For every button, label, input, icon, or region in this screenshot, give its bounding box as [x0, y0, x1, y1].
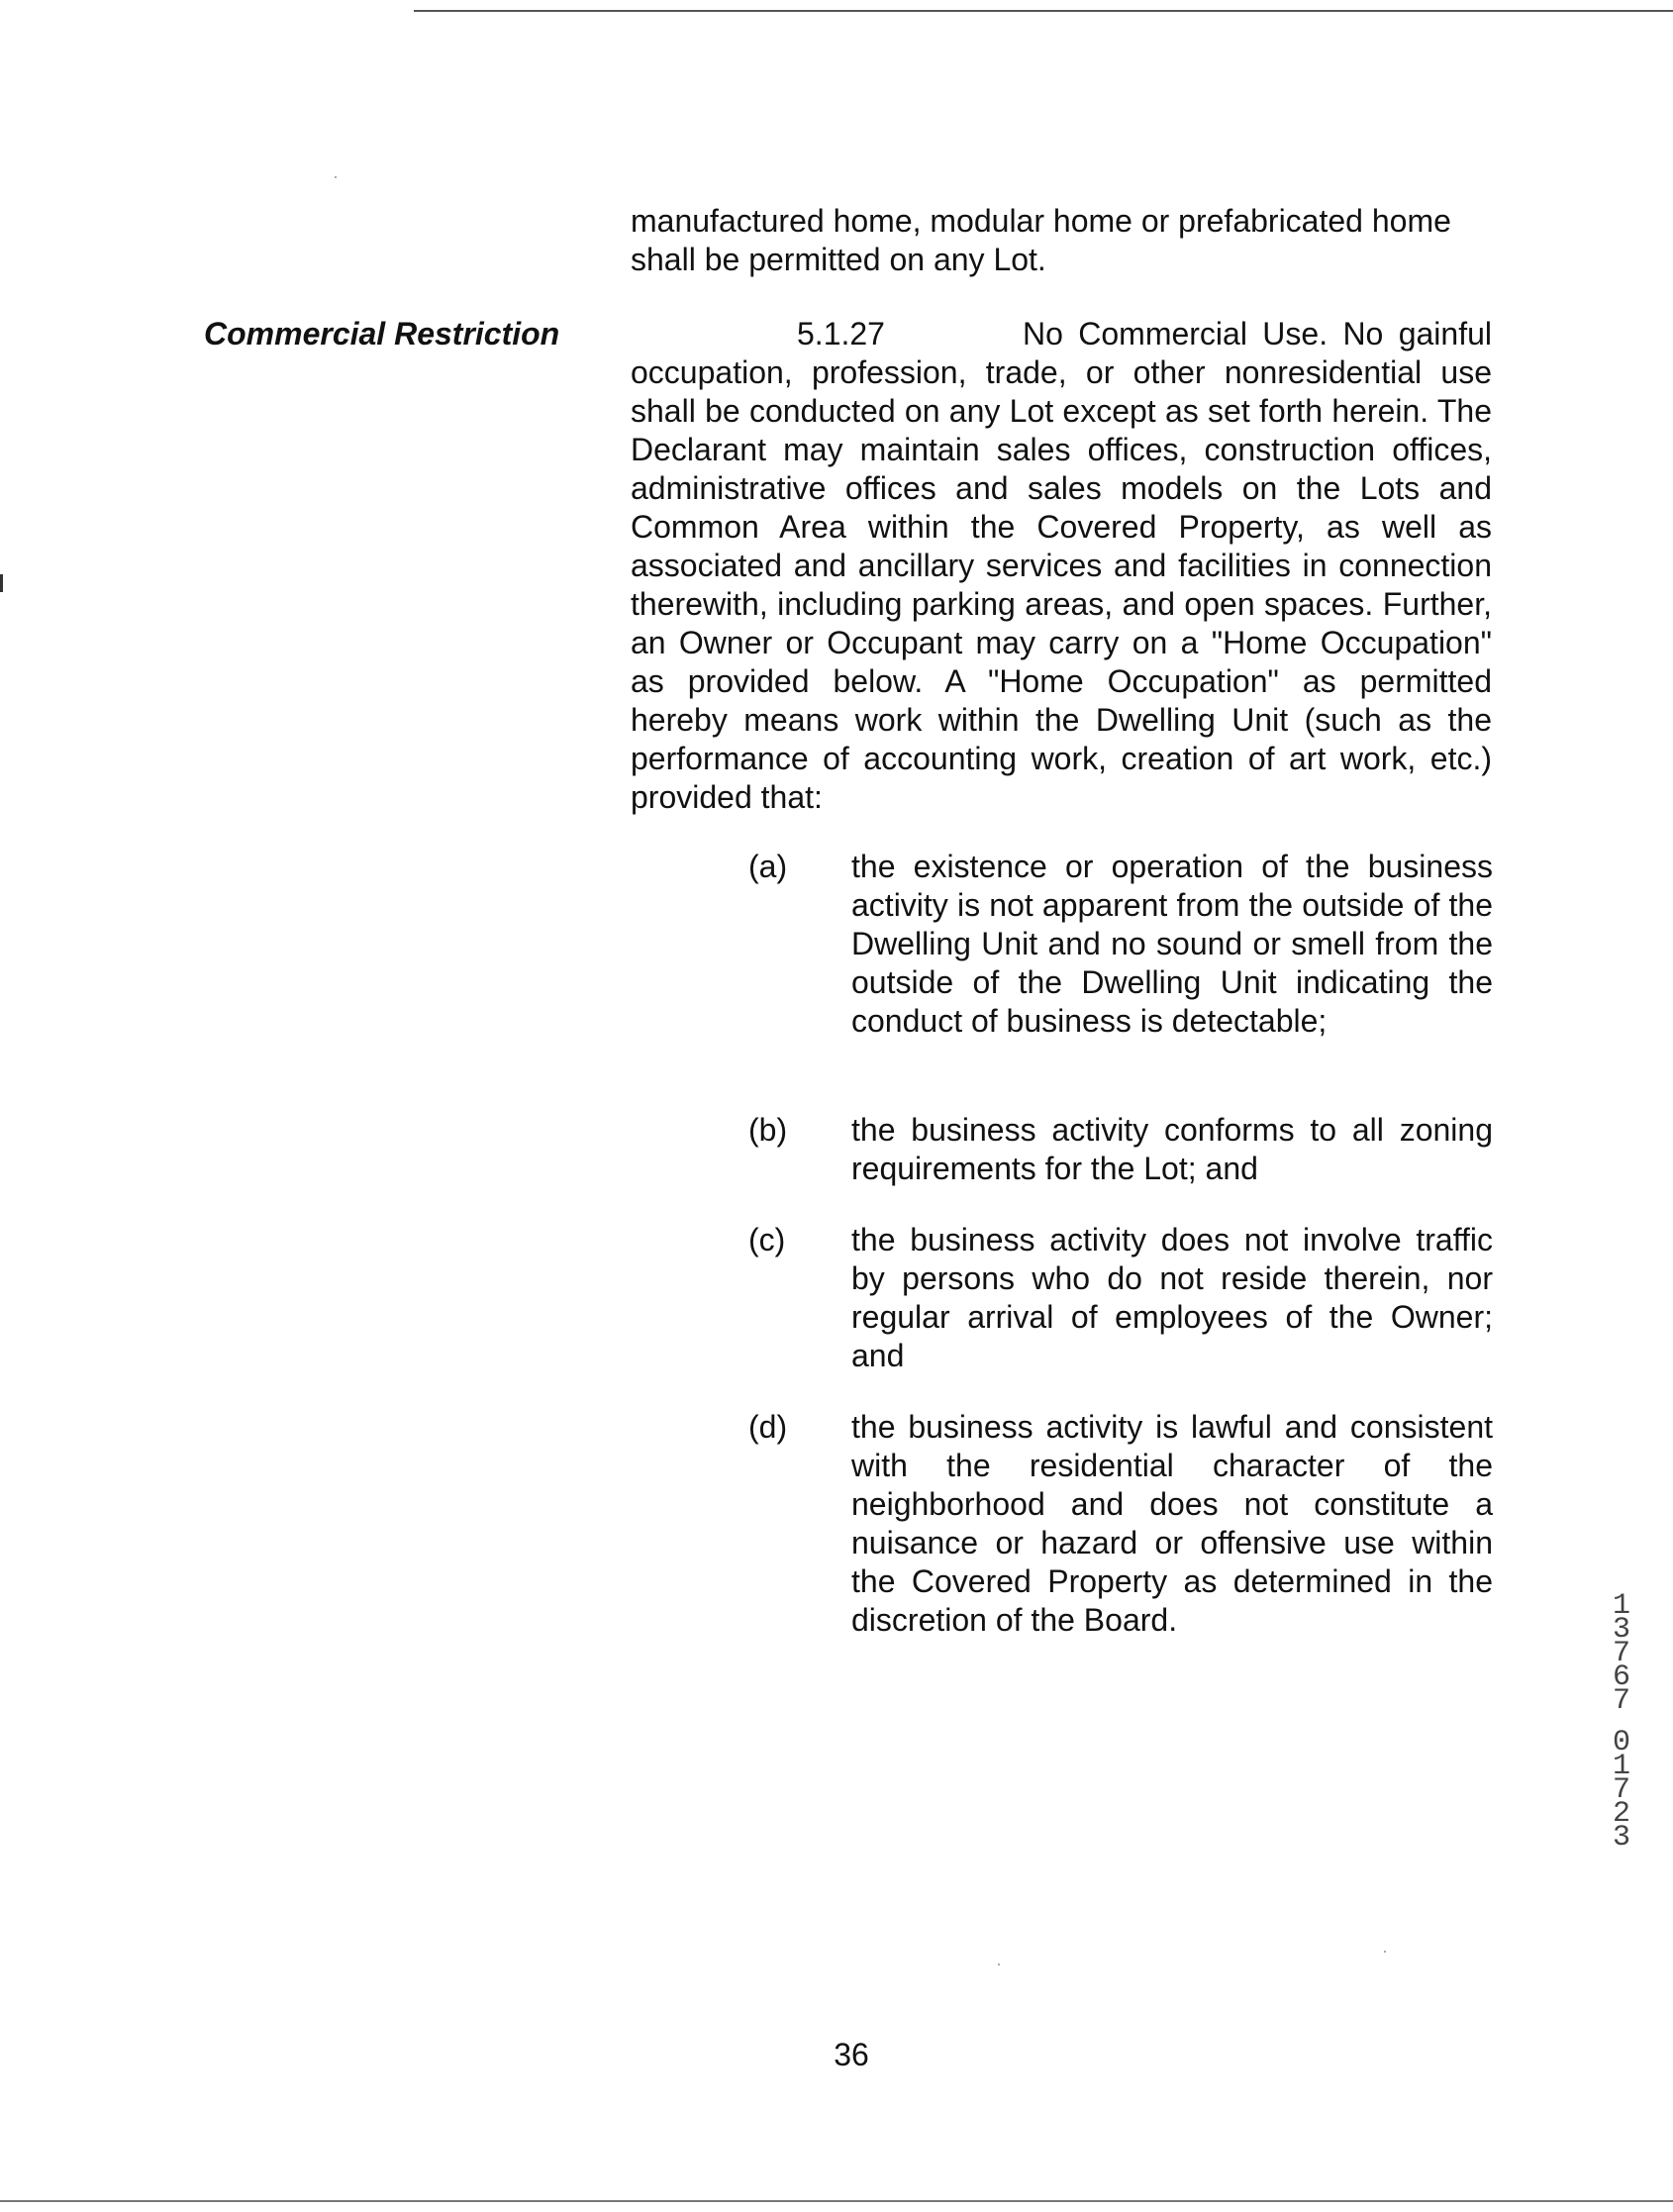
list-item-label: (c): [748, 1222, 786, 1257]
recording-stamp-book: 13767: [1612, 1589, 1630, 1718]
continued-paragraph: manufactured home, modular home or prefabricated home shall be permitted on any Lot.: [631, 203, 1451, 277]
recording-stamp: [1609, 1589, 1634, 1855]
scan-edge-mark: [0, 574, 3, 592]
section-paragraph: [631, 315, 1492, 817]
list-item-text: the existence or operation of the business activity is not apparent from the outside of the Dwelling Unit and no sound or smell from the outside of the Dwelling Unit indicating the conduct of business is detectable;: [851, 849, 1493, 1039]
section-number: 5.1.27: [797, 316, 885, 352]
list-item-text: the business activity does not involve traffic by persons who do not reside therein, nor regular arrival of employees of the Owner; and: [851, 1222, 1493, 1373]
list-item-label: (d): [748, 1409, 788, 1445]
side-heading: Commercial Restriction: [204, 316, 560, 352]
page-number: 36: [834, 2037, 869, 2072]
list-item-text: the business activity conforms to all zoning requirements for the Lot; and: [851, 1112, 1493, 1186]
recording-stamp-page: 01723: [1612, 1726, 1630, 1855]
section-text: No Commercial Use. No gainful occupation, profession, trade, or other nonresidential use shall be conducted on any Lot except as set forth herein. The Declarant may maintain sales offices, construction offices, administrative offices and sales models on the Lots and Common Area within the Covered Property, as well as associated and ancillary services and facilities in connection therewith, including parking areas, and open spaces. Further, an Owner or Occupant may carry on a "Home Occupation" as provided below. A "Home Occupation" as permitted hereby means work within the Dwelling Unit (such as the performance of accounting work, creation of art work, etc.) provided that:: [631, 316, 1492, 815]
top-scan-border: [414, 10, 1673, 12]
list-item-label: (b): [748, 1112, 788, 1148]
scan-speck: [998, 1963, 1000, 1965]
list-item-label: (a): [748, 849, 788, 884]
scan-speck: [335, 176, 337, 178]
bottom-scan-border: [0, 2200, 1673, 2202]
list-item-text: the business activity is lawful and consistent with the residential character of the neighborhood and does not constitute a nuisance or hazard or offensive use within the Covered Property as determined in the discretion of the Board.: [851, 1409, 1493, 1638]
scan-speck: [1384, 1951, 1386, 1953]
